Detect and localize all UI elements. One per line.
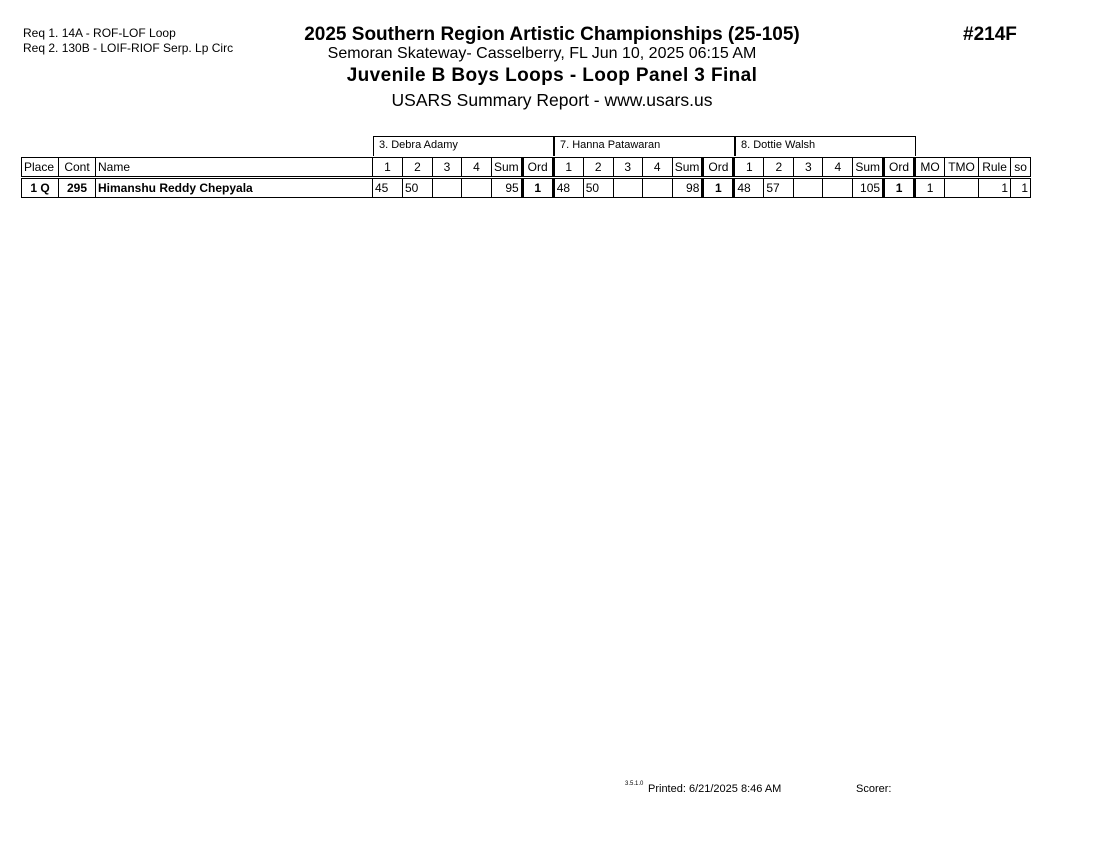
table-header-row [22, 158, 1031, 178]
col-j1-score-1: 1 [373, 158, 403, 178]
col-j2-score-1: 1 [553, 158, 583, 178]
judge-1-label: 3. Debra Adamy [373, 136, 554, 156]
cell-name: Himanshu Reddy Chepyala [96, 178, 373, 198]
cell-j1-sum: 95 [492, 178, 523, 198]
col-cont: Cont [59, 158, 96, 178]
col-place: Place [22, 158, 59, 178]
results-table [21, 157, 1031, 198]
cell-j1-score-2: 50 [403, 178, 433, 198]
cell-j3-sum: 105 [853, 178, 884, 198]
cell-j2-score-4 [642, 178, 672, 198]
judge-3-label: 8. Dottie Walsh [735, 136, 916, 156]
cell-j1-score-3 [433, 178, 462, 198]
col-j2-score-2: 2 [583, 158, 613, 178]
judge-2-label: 7. Hanna Patawaran [554, 136, 735, 156]
col-j2-sum: Sum [672, 158, 703, 178]
venue-date: Semoran Skateway- Casselberry, FL Jun 10, 2025 06:15 AM [327, 45, 757, 62]
cell-j1-score-4 [462, 178, 492, 198]
col-j1-score-4: 4 [462, 158, 492, 178]
col-j2-score-3: 3 [613, 158, 642, 178]
cell-place: 1 Q [22, 178, 59, 198]
cell-j3-score-1: 48 [734, 178, 764, 198]
software-version: 3.5.1.0 [625, 781, 644, 787]
col-j3-score-2: 2 [764, 158, 794, 178]
cell-so: 1 [1011, 178, 1031, 198]
cell-j2-score-1: 48 [553, 178, 583, 198]
requirement-1: Req 1. 14A - ROF-LOF Loop [23, 26, 176, 40]
cell-j2-score-3 [613, 178, 642, 198]
col-name: Name [96, 158, 373, 178]
col-tmo: TMO [945, 158, 979, 178]
col-j3-score-3: 3 [794, 158, 823, 178]
cell-j2-score-2: 50 [583, 178, 613, 198]
report-name: USARS Summary Report - www.usars.us [391, 90, 713, 110]
col-j1-score-3: 3 [433, 158, 462, 178]
cell-j1-ord: 1 [522, 178, 553, 198]
col-j1-ord: Ord [522, 158, 553, 178]
cell-rule: 1 [979, 178, 1011, 198]
col-j3-sum: Sum [853, 158, 884, 178]
cell-j3-score-2: 57 [764, 178, 794, 198]
col-so: so [1011, 158, 1031, 178]
cell-j3-score-3 [794, 178, 823, 198]
cell-j3-ord: 1 [884, 178, 915, 198]
event-name: Juvenile B Boys Loops - Loop Panel 3 Final [346, 65, 758, 86]
event-number: #214F [963, 24, 1017, 45]
col-j2-ord: Ord [703, 158, 734, 178]
col-j3-score-1: 1 [734, 158, 764, 178]
cell-j2-sum: 98 [672, 178, 703, 198]
cell-j1-score-1: 45 [373, 178, 403, 198]
col-j2-score-4: 4 [642, 158, 672, 178]
cell-cont: 295 [59, 178, 96, 198]
col-j3-ord: Ord [884, 158, 915, 178]
cell-j2-ord: 1 [703, 178, 734, 198]
table-row [22, 178, 1031, 198]
cell-j3-score-4 [823, 178, 853, 198]
col-mo: MO [915, 158, 945, 178]
competition-title: 2025 Southern Region Artistic Championships (25-105) [304, 24, 800, 45]
printed-date: Printed: 6/21/2025 8:46 AM [648, 783, 782, 795]
col-j1-sum: Sum [492, 158, 523, 178]
col-rule: Rule [979, 158, 1011, 178]
cell-tmo [945, 178, 979, 198]
col-j3-score-4: 4 [823, 158, 853, 178]
col-j1-score-2: 2 [403, 158, 433, 178]
cell-mo: 1 [915, 178, 945, 198]
scorer-label: Scorer: [856, 783, 892, 795]
requirement-2: Req 2. 130B - LOIF-RIOF Serp. Lp Circ [23, 41, 234, 55]
